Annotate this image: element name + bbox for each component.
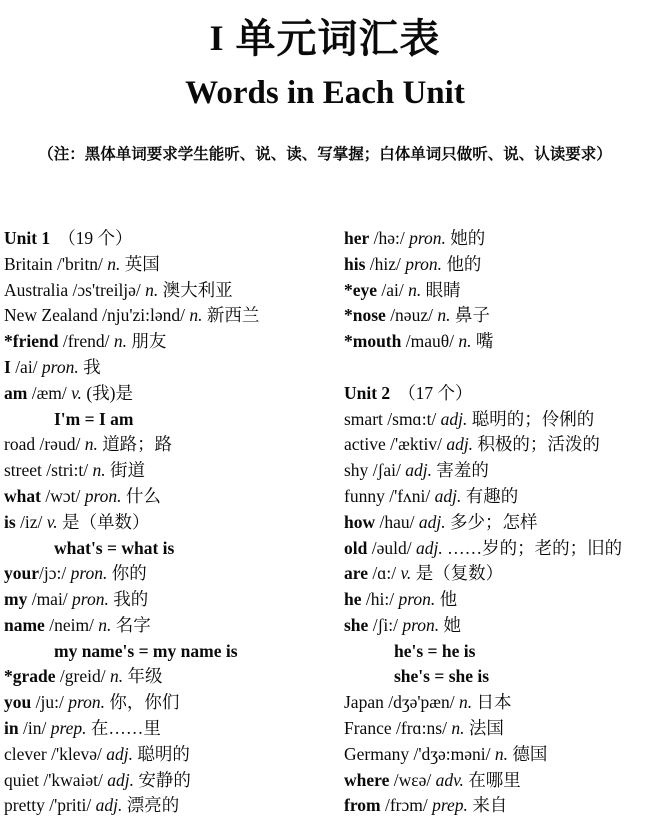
entry-pos: v. [71,382,82,403]
entry-word: street [4,460,42,481]
contraction-line: my name's = my name is [54,640,238,661]
entry-word: *nose [344,305,386,326]
entry-word: how [344,511,376,532]
entry-meaning: 嘴 [475,331,494,352]
entry-pos: v. [46,511,58,532]
vocab-entry [4,432,336,458]
entry-phonetic: /'kwaiət/ [43,769,103,790]
entry-pos: adj. [440,408,468,429]
entry-phonetic: /əuld/ [371,537,412,558]
entry-phonetic: /rəud/ [39,434,81,455]
entry-phonetic: /'priti/ [49,795,92,816]
entry-meaning: 来自 [472,795,508,816]
entry-pos: adj. [434,485,462,506]
entry-phonetic: /ɔs'treiljə/ [72,279,141,300]
entry-meaning: 你，你们 [109,692,180,713]
page-title [4,16,646,62]
entry-pos: pron. [405,253,443,274]
contraction-line: what's = what is [54,537,175,558]
entry-word: am [4,382,28,403]
vocab-entry [4,278,336,304]
unit-word-count: （17 个） [398,382,473,403]
entry-pos: prep. [50,718,87,739]
entry-word: from [344,795,381,816]
entry-word: he [344,589,362,610]
entry-pos: adj. [107,769,135,790]
entry-pos: pron. [409,227,446,248]
entry-meaning: 朋友 [131,331,167,352]
entry-word: Australia [4,279,69,300]
entry-meaning: 安静的 [138,769,191,790]
entry-meaning: 害羞的 [436,460,489,481]
entry-word: old [344,537,368,558]
entry-word: your [4,563,39,584]
entry-meaning: 积极的；活泼的 [477,434,600,455]
entry-phonetic: /stri:t/ [46,460,89,481]
entry-pos: n. [458,331,472,352]
entry-phonetic: /wɛə/ [393,769,432,790]
vocab-column-right [344,226,646,819]
entry-meaning: 他 [439,589,458,610]
entry-phonetic: /hi:/ [365,589,395,610]
entry-pos: pron. [68,692,105,713]
entry-meaning: 英国 [124,253,160,274]
entry-pos: n. [113,331,127,352]
vocab-entry [4,484,336,510]
contraction-line: I'm = I am [54,408,134,429]
entry-phonetic: /in/ [22,718,47,739]
entry-word: active [344,434,386,455]
vocab-entry [4,716,336,742]
entry-pos: n. [84,434,98,455]
vocab-entry [344,742,646,768]
entry-word: *friend [4,331,59,352]
entry-meaning: (我)是 [86,382,133,403]
entry-phonetic: /ai/ [381,279,404,300]
entry-word: in [4,718,19,739]
entry-meaning: 是（复数） [415,563,504,584]
entry-phonetic: /frɔm/ [384,795,428,816]
entry-pos: adj. [418,511,446,532]
unit-heading [344,381,646,407]
vocab-entry [344,278,646,304]
entry-phonetic: /ʃi:/ [372,614,398,635]
entry-meaning: 名字 [115,614,151,635]
blank-line [344,355,646,381]
entry-phonetic: /hiz/ [369,253,401,274]
title-chinese: 单元词汇表 [235,17,441,61]
entry-meaning: 法国 [468,718,504,739]
entry-meaning: 道路；路 [102,434,173,455]
entry-pos: n. [145,279,159,300]
vocab-entry [4,690,336,716]
entry-pos: n. [494,743,509,764]
entry-meaning: 什么 [125,485,161,506]
entry-word: his [344,253,366,274]
vocab-entry [344,458,646,484]
vocab-entry [4,381,336,407]
vocab-columns [4,226,646,819]
entry-word: I [4,356,11,377]
vocab-entry [344,793,646,819]
entry-word: is [4,511,16,532]
entry-word: my [4,589,28,610]
entry-word: her [344,227,370,248]
entry-phonetic: /'britn/ [56,253,103,274]
entry-phonetic: /ʃai/ [372,460,401,481]
entry-word: *mouth [344,331,402,352]
entry-pos: n. [109,666,124,687]
entry-meaning: 是（单数） [62,511,150,532]
entry-phonetic: /hə:/ [373,227,405,248]
entry-pos: n. [92,460,106,481]
entry-phonetic: /wɔt/ [45,485,81,506]
entry-pos: adj. [446,434,474,455]
entry-meaning: 在哪里 [468,769,521,790]
entry-phonetic: /hau/ [379,511,415,532]
vocab-entry [4,355,336,381]
entry-meaning: 聪明的 [137,743,190,764]
entry-word: quiet [4,769,39,790]
entry-word: clever [4,743,47,764]
vocab-entry [344,768,646,794]
entry-meaning: 在……里 [90,718,161,739]
entry-word: road [4,434,36,455]
entry-pos: pron. [41,356,79,377]
entry-phonetic: /jɔ:/ [39,563,67,584]
entry-pos: prep. [432,795,468,816]
entry-meaning: 我 [83,356,101,377]
entry-meaning: 日本 [476,692,512,713]
unit-label: Unit 1 [4,227,51,248]
entry-phonetic: /mauθ/ [405,331,454,352]
entry-phonetic: /frɑ:ns/ [396,718,447,739]
entry-word: *grade [4,666,56,687]
entry-word: *eye [344,279,378,300]
entry-word: are [344,563,368,584]
vocab-entry [4,742,336,768]
entry-word: what [4,485,41,506]
vocab-entry [344,613,646,639]
entry-phonetic: /neim/ [49,614,94,635]
vocab-column-left [4,226,344,819]
vocab-entry [4,793,336,819]
vocab-entry [344,510,646,536]
entry-phonetic: /'æktiv/ [390,434,442,455]
entry-word: Germany [344,743,410,764]
entry-meaning: 年级 [127,666,163,687]
entry-phonetic: /iz/ [20,511,43,532]
vocab-entry [4,329,336,355]
entry-word: France [344,718,392,739]
entry-pos: adv. [435,769,464,790]
entry-meaning: 眼睛 [425,279,461,300]
entry-pos: pron. [72,589,109,610]
entry-word: you [4,692,32,713]
entry-phonetic: /nju'zi:lənd/ [102,305,186,326]
entry-pos: adj. [106,743,134,764]
entry-phonetic: /ɑ:/ [372,563,397,584]
entry-meaning: 鼻子 [454,305,490,326]
entry-pos: adj. [95,795,123,816]
entry-meaning: 多少；怎样 [450,511,538,532]
contraction-line: he's = he is [394,640,476,661]
entry-pos: v. [400,563,412,584]
entry-phonetic: /mai/ [31,589,68,610]
unit-heading [4,226,336,252]
entry-word: funny [344,485,385,506]
entry-pos: pron. [398,589,436,610]
vocab-entry [344,716,646,742]
entry-meaning: ……岁的；老的；旧的 [447,537,623,558]
entry-phonetic: /ju:/ [35,692,64,713]
unit-word-count: （19 个） [58,227,133,248]
entry-pos: n. [451,718,465,739]
entry-phonetic: /'klevə/ [51,743,102,764]
entry-word: Britain [4,253,53,274]
entry-word: name [4,614,45,635]
vocab-entry [344,252,646,278]
vocab-entry [4,510,336,536]
vocab-entry [344,536,646,562]
entry-word: she [344,614,369,635]
entry-pos: pron. [402,614,440,635]
vocab-entry [344,561,646,587]
vocab-entry [4,252,336,278]
entry-word: smart [344,408,383,429]
entry-phonetic: /'fʌni/ [389,485,431,506]
entry-phonetic: /'dʒə:məni/ [413,743,491,764]
title-english: Words in Each Unit [185,75,465,111]
entry-word: New Zealand [4,305,98,326]
entry-pos: pron. [70,563,108,584]
entry-phonetic: /dʒə'pæn/ [388,692,455,713]
entry-word: pretty [4,795,45,816]
entry-meaning: 你的 [111,563,147,584]
entry-phonetic: /nəuz/ [390,305,433,326]
entry-word: Japan [344,692,384,713]
entry-pos: n. [437,305,451,326]
vocab-entry [4,303,336,329]
entry-phonetic: /greid/ [59,666,106,687]
entry-meaning: 他的 [446,253,482,274]
vocab-entry [344,329,646,355]
entry-pos: pron. [84,485,122,506]
entry-pos: adj. [405,460,432,481]
section-numeral: I [209,18,224,58]
entry-meaning: 我的 [113,589,149,610]
vocab-entry [4,561,336,587]
entry-pos: n. [458,692,473,713]
vocab-entry [344,432,646,458]
entry-meaning: 新西兰 [206,305,260,326]
entry-word: where [344,769,390,790]
entry-meaning: 聪明的；伶俐的 [471,408,595,429]
entry-meaning: 她 [443,614,462,635]
entry-meaning: 德国 [512,743,548,764]
vocab-entry [344,303,646,329]
entry-phonetic: /æm/ [31,382,67,403]
entry-meaning: 她的 [450,227,486,248]
vocab-entry [344,484,646,510]
entry-meaning: 有趣的 [465,485,519,506]
vocab-entry [344,226,646,252]
vocab-entry [344,407,646,433]
entry-pos: n. [98,614,112,635]
entry-phonetic: /smɑ:t/ [387,408,437,429]
entry-pos: n. [107,253,121,274]
entry-meaning: 街道 [109,460,145,481]
vocab-entry [4,587,336,613]
vocab-entry [4,613,336,639]
entry-phonetic: /frend/ [62,331,110,352]
entry-meaning: 澳大利亚 [162,279,233,300]
vocab-entry [344,587,646,613]
entry-phonetic: /ai/ [15,356,38,377]
unit-label: Unit 2 [344,382,391,403]
vocab-entry [4,458,336,484]
entry-word: shy [344,460,369,481]
entry-meaning: 漂亮的 [126,795,180,816]
vocab-entry [4,664,336,690]
contraction-line: she's = she is [394,666,490,687]
entry-pos: adj. [415,537,443,558]
vocab-entry [4,768,336,794]
usage-note: （注：黑体单词要求学生能听、说、读、写掌握；白体单词只做听、说、认读要求） [38,145,612,163]
entry-pos: n. [189,305,203,326]
entry-pos: n. [408,279,422,300]
vocab-entry [344,690,646,716]
